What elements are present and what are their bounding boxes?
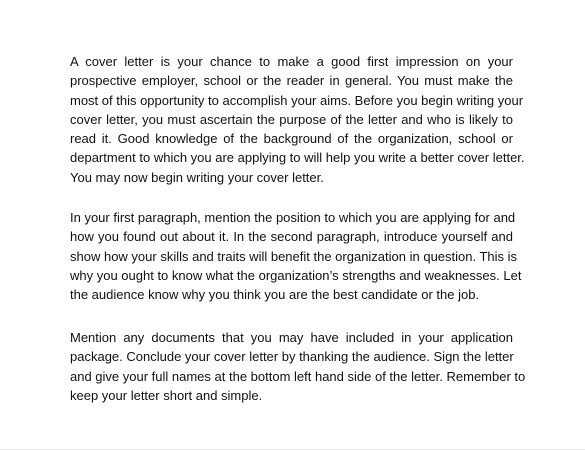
text-line: most of this opportunity to accomplish your aims. Before you begin writing your	[70, 92, 524, 108]
text-line: show how your skills and traits will benefit the organization in question. This is	[70, 248, 518, 264]
text-line: read it. Good knowledge of the background of the organization, school or	[70, 131, 513, 147]
text-line: how you found out about it. In the second paragraph, introduce yourself and	[70, 229, 513, 245]
paragraph-closing	[70, 328, 526, 405]
text-line: keep your letter short and simple.	[70, 387, 263, 403]
text-line: prospective employer, school or the reader in general. You must make the	[70, 73, 513, 89]
text-line: the audience know why you think you are the best candidate or the job.	[70, 287, 480, 303]
text-line: and give your full names at the bottom left hand side of the letter. Remember to	[70, 368, 526, 384]
text-line: Mention any documents that you may have included in your application	[70, 330, 513, 345]
text-line: cover letter, you must ascertain the purpose of the letter and who is likely to	[70, 111, 513, 127]
text-line: package. Conclude your cover letter by thanking the audience. Sign the letter	[70, 349, 514, 365]
text-line: A cover letter is your chance to make a good first impression on your	[70, 54, 513, 69]
text-line: In your first paragraph, mention the position to which you are applying for and	[70, 210, 516, 225]
paragraph-first-second	[70, 208, 522, 304]
text-line: department to which you are applying to will help you write a better cover letter.	[70, 150, 525, 166]
text-line: why you ought to know what the organization’s strengths and weaknesses. Let	[70, 267, 522, 283]
text-line: You may now begin writing your cover letter.	[70, 169, 324, 185]
paragraph-intro	[70, 52, 525, 187]
